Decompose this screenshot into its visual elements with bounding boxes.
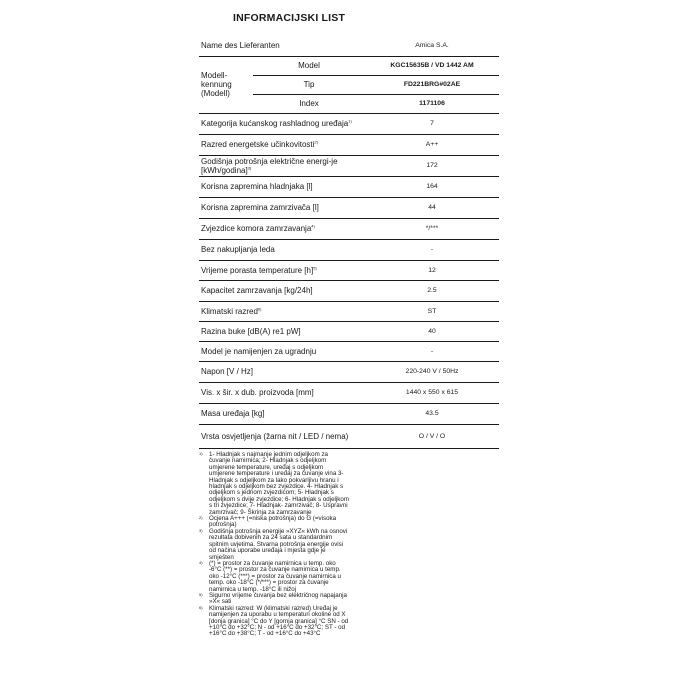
table-row [199, 56, 499, 75]
row-value: ST [365, 301, 499, 321]
row-label-text: Korisna zapremina zamrzivača [l] [201, 203, 319, 212]
row-label [199, 382, 365, 403]
footnotes [199, 452, 349, 638]
footnote-item [199, 529, 349, 561]
footnote-item [199, 452, 349, 516]
row-value: 12 [365, 260, 499, 280]
row-value: 7 [365, 113, 499, 134]
table-row [199, 382, 499, 403]
footnote-marker: 5) [199, 591, 203, 597]
footnote-text: Sigurno vrijeme čuvanja bez električnog napajanja »X« sati [209, 591, 347, 606]
footnote-text: Klimatski razred: W (klimatski razred) Uređaj je namijenjen za uporabu u temperaturi okoline od X [donja granica] °C do Y [gornja granica] °C SN - od +10°C do +32°C; N - od +16°C do +32°C; ST - od +16°C do +38°C; T - od +16°C do +43°C [209, 604, 349, 638]
row-label [199, 155, 365, 176]
footnote-item [199, 606, 349, 638]
model-group-label: Modell- kennung (Modell) [199, 56, 253, 113]
row-label-text: Vrsta osvjetljenja (žarna nit / LED / nema) [201, 431, 349, 441]
row-value: - [365, 239, 499, 260]
row-label [199, 321, 365, 341]
row-footnote-marker: 4) [311, 223, 315, 229]
row-value: O / V / O [365, 424, 499, 448]
row-footnote-marker: 5) [313, 264, 317, 270]
row-value: - [365, 341, 499, 361]
footnote-marker: 2) [199, 515, 203, 521]
row-label-text: Razina buke [dB(A) re1 pW] [201, 326, 301, 336]
row-label [199, 113, 365, 134]
row-label-text: Model je namijenjen za ugradnju [201, 346, 317, 356]
table-row [199, 155, 499, 176]
footnote-text: (*) = prostor za čuvanje namirnica u temp. oko -6°C (**) = prostor za čuvanje namirnica u temp. oko -12°C (***) = prostor za čuvanje namirnica u temp. oko -18°C (*/***) = prostor za čuvanje namirnica u temp. -18°C ili nižoj [209, 559, 341, 593]
row-value: A++ [365, 134, 499, 155]
row-label [199, 176, 365, 197]
table-row [199, 113, 499, 134]
footnote-marker: 3) [199, 527, 203, 533]
row-label [199, 424, 365, 448]
row-value: 220-240 V / 50Hz [365, 361, 499, 382]
footnote-item [199, 561, 349, 593]
table-row [199, 361, 499, 382]
row-label-text: Masa uređaja [kg] [201, 409, 265, 418]
model-label: Model [253, 56, 365, 75]
model-value: KGC15635B / VD 1442 AM [365, 56, 499, 75]
index-label: Index [253, 94, 365, 113]
row-label [199, 197, 365, 218]
type-value: FD221BRG#02AE [365, 75, 499, 94]
table-row [199, 424, 499, 448]
table-row [199, 260, 499, 280]
table-row [199, 218, 499, 239]
footnote-marker: 6) [199, 604, 203, 610]
footnote-marker: 1) [199, 451, 203, 456]
table-row [199, 176, 499, 197]
index-value: 1171106 [365, 94, 499, 113]
row-label [199, 134, 365, 155]
footnote-text: Godišnja potrošnja energije »XYZ« kWh na osnovi rezultata dobivenih za 24 sata u standardnim spitnim uvjetima. Stvarna potrošnja energije ovisi od načina uporabe uređaja i mjesta gdje je smješten [209, 527, 348, 561]
document-title: INFORMACIJSKI LIST [233, 12, 346, 24]
row-label [199, 280, 365, 301]
type-label: Tip [253, 75, 365, 94]
row-footnote-marker: 2) [314, 139, 318, 145]
row-label-text: Klimatski razred [201, 306, 258, 316]
supplier-value: Amica S.A. [365, 36, 499, 56]
row-footnote-marker: 3) [247, 164, 252, 170]
table-row [199, 197, 499, 218]
row-value: 40 [365, 321, 499, 341]
row-label-text: Zvjezdice komora zamrzavanja [201, 224, 312, 233]
row-value: */*** [365, 218, 499, 239]
row-label-text: Razred energetske učinkovitosti [201, 140, 315, 149]
row-label-text: Kapacitet zamrzavanja [kg/24h] [201, 286, 313, 295]
table-row [199, 280, 499, 301]
footnote-text: 1- Hladnjak s najmanje jednim odjeljkom za čuvanje namirnica; 2- Hladnjak s odjeljkom umjerene temperature, uređaj s odjeljkom umjerene temperature i uređaj za čuvanje vina 3- Hladnjak s odjeljkom za lako pokvarljivu hranu i hladnjak s odjeljkom bez zvjezdice. 4- Hladnjak s odjeljkom s jednom zvjezdicom; 5- Hladnjak s odjeljkom s dvije zvjezdice; 6- Hladnjak s odjeljkom s tri zvjezdice; 7- Hladnjak- zamrzivač; 8- Uspravni zamrzivač; 9- Škrinja za zamrzavanje [209, 451, 349, 516]
supplier-label: Name des Lieferanten [199, 36, 365, 56]
row-label-text: Vis. x šir. x dub. proizvoda [mm] [201, 388, 314, 397]
table-row [199, 341, 499, 361]
table-row [199, 36, 499, 56]
table-row [199, 301, 499, 321]
row-label-text: Bez nakupljanja leda [201, 245, 275, 254]
row-label-text: Vrijeme porasta temperature [h] [201, 265, 314, 275]
row-value: 44 [365, 197, 499, 218]
row-label-text: Godišnja potrošnja električne energi-je [kWh/godina] [201, 156, 338, 175]
row-label [199, 239, 365, 260]
row-label [199, 260, 365, 280]
table-row [199, 403, 499, 424]
spec-table [199, 36, 499, 449]
footnote-marker: 4) [199, 559, 203, 565]
row-footnote-marker: 6) [257, 305, 262, 311]
row-label [199, 218, 365, 239]
footnote-text: Ocjena A+++ (=niska potrošnja) do G (=visoka potrošnja) [209, 515, 337, 529]
row-label-text: Kategorija kućanskog rashladnog uređaja [201, 119, 349, 128]
row-value: 172 [365, 155, 499, 176]
row-footnote-marker: 1) [348, 118, 352, 124]
row-value: 1440 x 550 x 615 [365, 382, 499, 403]
row-label [199, 403, 365, 424]
row-value: 43.5 [365, 403, 499, 424]
row-label-text: Napon [V / Hz] [201, 367, 254, 376]
row-value: 2.5 [365, 280, 499, 301]
table-row [199, 239, 499, 260]
table-row [199, 134, 499, 155]
row-label [199, 341, 365, 361]
row-value: 164 [365, 176, 499, 197]
row-label [199, 361, 365, 382]
table-row [199, 321, 499, 341]
row-label [199, 301, 365, 321]
row-label-text: Korisna zapremina hladnjaka [l] [201, 182, 313, 191]
